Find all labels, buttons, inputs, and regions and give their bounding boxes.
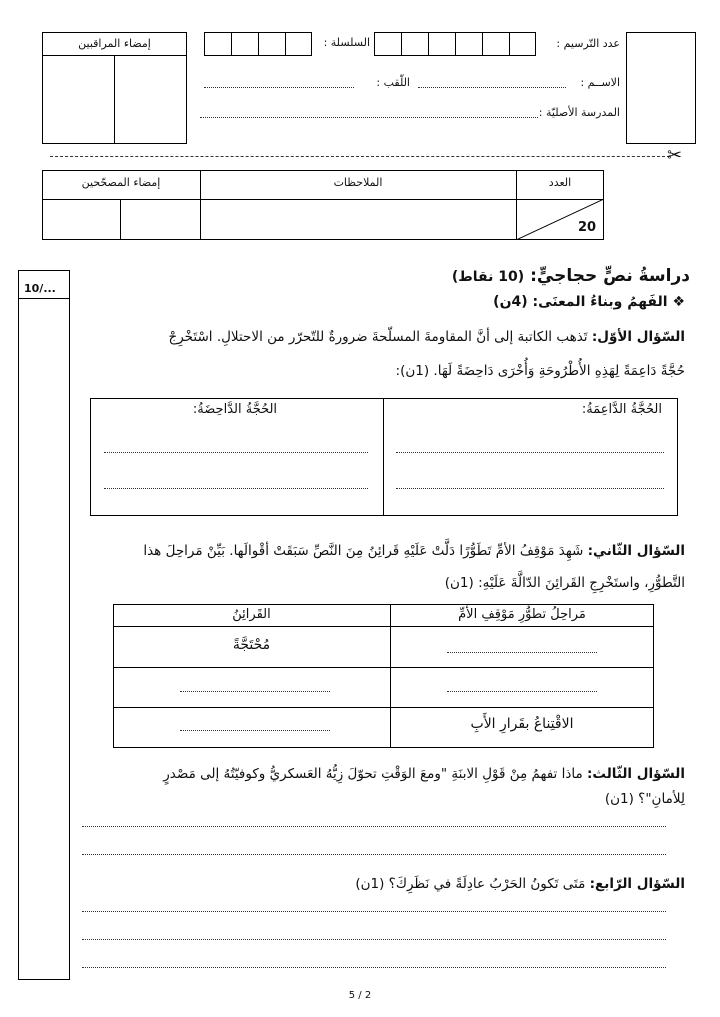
grading-correctors-label: إمضاء المصحّحين [81,176,161,189]
series-box-divider [231,32,232,56]
q2-row2-clue-answer[interactable] [180,691,330,692]
invigilators-label: إمضاء المراقبين [78,37,151,50]
q4-answer-line[interactable] [82,911,666,912]
q1-label: السّؤال الأوّل: [591,329,685,345]
section-subtitle: ❖ الفَهمُ وبناءُ المعنَى: (4ن) [493,294,685,310]
scissors-icon: ✂ [667,145,683,166]
q1-line2: حُجَّةً دَاعِمَةً لِهَذِهِ الأُطْرُوحَةِ وَأُخْرَى دَاحِضَةً لَهَا. (1ن): [395,363,685,379]
q1-supporting-answer-line[interactable] [396,452,664,453]
surname-field[interactable] [204,87,354,88]
q3-line1: ماذا تفهمُ مِنْ قَوْلِ الابنَةِ "ومعَ الوَقْتِ تحوّلَ زِيُّهُ العَسكريُّ وكوفيّتُهُ إلى مَصْدرٍ [163,766,583,782]
q2-row2-stage-answer[interactable] [447,691,597,692]
page-number: 5 / 2 [348,990,372,1001]
registration-label: عدد التّرسيم : [556,37,620,50]
q2-col-clues: القَرائِنُ [232,607,271,622]
q4-answer-line[interactable] [82,967,666,968]
q4-answer-line[interactable] [82,939,666,940]
registration-box-divider [401,32,402,56]
q2-row3-stage: الاقْتِناعُ بقَرارِ الأَبِ [470,716,574,732]
q1-line1: تَذهب الكاتبة إلى أنَّ المقاومةَ المسلّحةَ ضرورةٌ للتّحرّر من الاحتلالِ. اسْتَخْرِجْ [168,329,588,345]
q2-table-row-divider [113,626,654,627]
section-title [300,266,690,286]
id-box [626,32,696,144]
grading-number-label: العدد [548,176,572,189]
q2-row3-clue-answer[interactable] [180,730,330,731]
q2-row1-clue: مُحْتَجَّةً [232,637,271,653]
q2-text [80,540,685,562]
margin-score-divider [18,298,70,299]
cut-line [50,156,670,157]
section-title-text: دراسةُ نصٍّ حجاجيٍّ: [530,266,690,286]
school-label: المدرسة الأصليّة : [538,106,620,119]
margin-score: 10/... [24,282,56,295]
q2-table-row-divider [113,667,654,668]
q3-answer-line[interactable] [82,854,666,855]
school-field[interactable] [200,117,538,118]
q2-line1: شَهِدَ مَوْقِفُ الأمِّ تَطَوُّرًا دَلَّتْ عَلَيْهِ قَرائِنُ مِنَ النَّصِّ سَبَقَتْ أقْوالَها. بَيِّنْ مَراحِلَ هذا [143,543,584,559]
q1-refuting-answer-line[interactable] [104,452,368,453]
registration-box-divider [455,32,456,56]
name-field[interactable] [418,87,566,88]
grading-notes-label: الملاحظات [333,176,383,189]
name-label: الاســم : [580,76,620,89]
invigilators-split [114,55,115,144]
grading-col-divider [120,199,121,240]
q3-line2: لِلأمانِ"؟ (1ن) [604,791,685,807]
q1-refuting-answer-line[interactable] [104,488,368,489]
q1-table-divider [383,398,384,516]
q2-table-row-divider [113,707,654,708]
section-points: (10 نقاط) [451,269,525,285]
q4-question: مَتَى تَكونُ الحَرْبُ عادِلَةً في نَظَرِكَ؟ (1ن) [355,876,586,892]
series-box-divider [285,32,286,56]
q3-label: السّؤال الثّالث: [587,766,685,782]
q1-text [80,326,685,348]
total-score: 20 [578,220,597,235]
q4-text [80,873,685,895]
q4-label: السّؤال الرّابع: [589,876,685,892]
q1-supporting-answer-line[interactable] [396,488,664,489]
surname-label: اللّقب : [376,76,410,89]
q2-line2: التَّطوُّرِ، واستَخْرِجِ القَرائِنَ الدّالَّةَ عَلَيْهِ: (1ن) [444,575,685,591]
q2-label: السّؤال الثّاني: [587,543,685,559]
registration-box-divider [509,32,510,56]
margin-score-column [18,270,70,980]
series-label: السلسلة : [323,36,370,49]
registration-box-divider [482,32,483,56]
q1-col-supporting: الحُجَّةُ الدَّاعِمَةُ: [581,402,662,417]
q2-row1-stage-answer[interactable] [447,652,597,653]
registration-box-divider [428,32,429,56]
q3-answer-line[interactable] [82,826,666,827]
series-box-divider [258,32,259,56]
q2-col-stages: مَراحِلُ تطوُّرِ مَوْقِفِ الأمِّ [458,607,586,622]
q3-text [80,763,685,785]
q1-col-refuting: الحُجَّةُ الدَّاحِضَةُ: [192,402,278,417]
